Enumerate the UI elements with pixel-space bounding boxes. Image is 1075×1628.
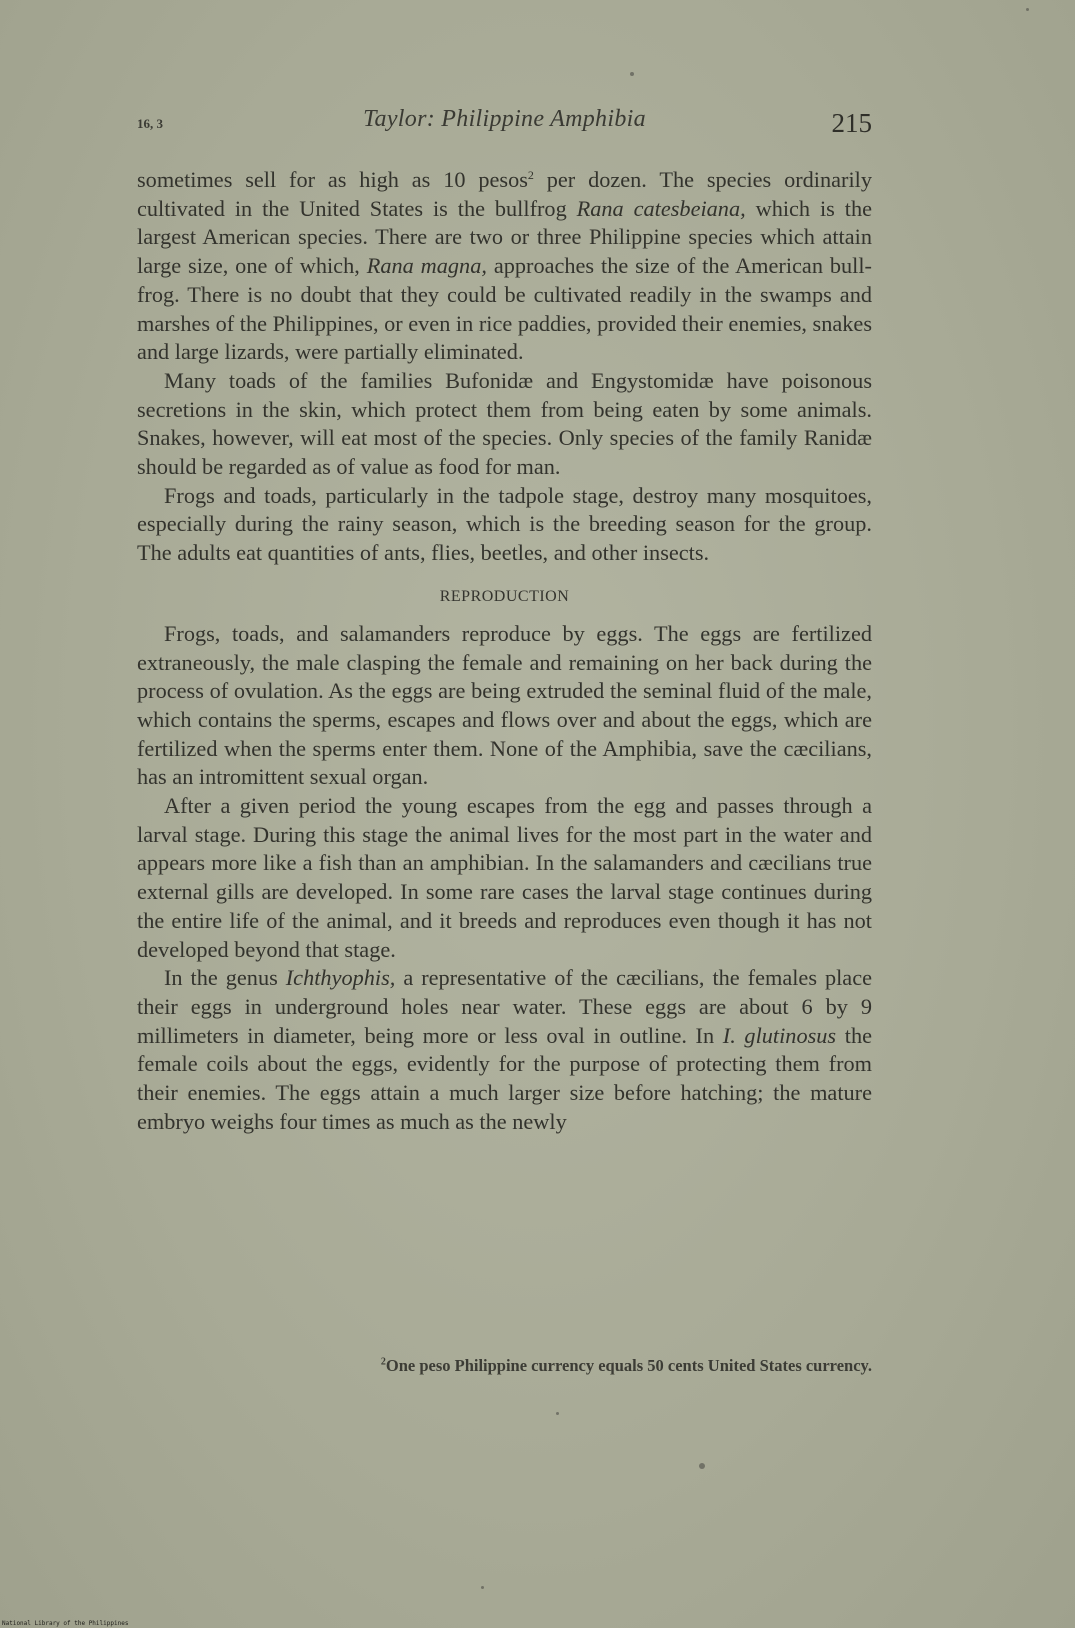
- genus-name-ichthyophis: Ichthyophis,: [285, 965, 396, 991]
- body-text: [137, 161, 872, 1137]
- paragraph-6: [137, 964, 872, 1136]
- paragraph-6-text-b: a representative of the cæcilians, the females place their eggs in underground holes near water. These eggs are about 6 by 9 millimeters in diameter, being more or less oval in outline. In: [137, 965, 872, 1048]
- paragraph-1-text-d: approaches the size of the American bull-frog. There is no doubt that they could be cultivated readily in the swamps and marshes of the Philippines, or even in rice paddies, provided their enemies, snakes and large lizards, were partially eliminated.: [137, 253, 872, 365]
- running-head: [137, 106, 872, 146]
- paper-speck: [556, 1412, 559, 1415]
- footnote-text: One peso Philippine currency equals 50 cents United States currency.: [385, 1356, 872, 1375]
- species-name-rana-magna: Rana magna,: [366, 253, 487, 279]
- section-heading: REPRODUCTION: [439, 587, 570, 605]
- paper-speck: [1026, 8, 1029, 11]
- library-credit: National Library of the Philippines: [2, 1620, 129, 1627]
- paragraph-2: Many toads of the families Bufonidæ and Engystomidæ have poisonous secretions in the skin, which protect them from being eaten by some animals. Snakes, however, will eat most of the species. Only species of the family Ranidæ should be regarded as of value as food for man.: [137, 367, 872, 480]
- paragraph-5: After a given period the young escapes from the egg and passes through a larval stage. During this stage the animal lives for the most part in the water and appears more like a fish than an amphibian. In the salamanders and cæcilians true external gills are developed. In some rare cases the larval stage continues during the entire life of the animal, and it breeds and reproduces even though it has not developed beyond that stage.: [137, 793, 872, 962]
- footnote: [137, 1356, 872, 1376]
- paragraph-1-text-b: per dozen. The species ordinarily cultivated in the United States is the bullfrog: [137, 167, 872, 221]
- page-number: 215: [831, 108, 872, 138]
- footnote-reference: 2: [527, 168, 534, 182]
- paper-speck: [699, 1463, 705, 1469]
- species-name-i-glutinosus: I. glutinosus: [722, 1022, 837, 1048]
- species-name-rana-catesbeiana: Rana catesbeiana,: [576, 195, 746, 221]
- paper-speck: [481, 1586, 484, 1589]
- paragraph-4: Frogs, toads, and salamanders reproduce by eggs. The eggs are fertilized extraneously, the male clasping the female and remaining on her back during the process of ovulation. As the eggs are being extruded the seminal fluid of the male, which contains the sperms, escapes and flows over and about the eggs, which are fertilized when the sperms enter them. None of the Amphibia, save the cæcilians, has an intromittent sexual organ.: [137, 620, 872, 790]
- paragraph-3: Frogs and toads, particularly in the tadpole stage, destroy many mosquitoes, especially during the rainy season, which is the breeding season for the group. The adults eat quantities of ants, flies, beetles, and other insects.: [137, 482, 872, 566]
- volume-number: 16, 3: [137, 116, 163, 131]
- footnote-marker: 2: [380, 1356, 386, 1368]
- paragraph-6-text-a: In the genus: [164, 965, 286, 991]
- paragraph-1: [137, 161, 872, 367]
- running-head-title: Taylor: Philippine Amphibia: [363, 106, 646, 132]
- paragraph-6-text-c: the female coils about the eggs, evidently for the purpose of protecting them from their enemies. The eggs attain a much larger size before hatching; the mature embryo weighs four times as much as the newly: [137, 1022, 872, 1134]
- paper-speck: [630, 72, 634, 76]
- paragraph-1-text-a: sometimes sell for as high as 10 pesos: [137, 167, 528, 192]
- paragraph-1-text-c: which is the largest American species. There are two or three Philippine species which attain large size, one of which,: [137, 195, 873, 279]
